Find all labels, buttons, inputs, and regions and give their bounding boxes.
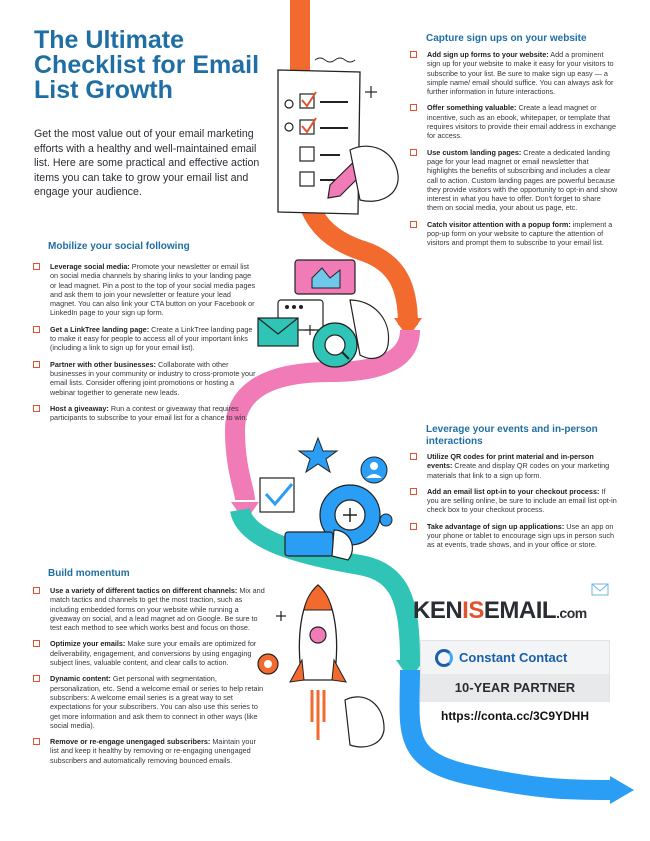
checklist-item: Add an email list opt-in to your checkout process: If you are selling online, be sure to include an email list opt-in check box to your checkout process. [410,487,618,515]
checkbox-icon[interactable] [410,104,417,111]
page-title: The Ultimate Checklist for Email List Growth [34,26,260,104]
section-heading-social: Mobilize your social following [48,241,190,252]
checkbox-icon[interactable] [410,149,417,156]
section-heading-momentum: Build momentum [48,568,130,579]
envelope-icon [592,584,608,595]
checkbox-icon[interactable] [33,587,40,594]
checklist-item: Catch visitor attention with a popup form: implement a pop-up form on your website to capture the attention of visitors and prompt them to subscribe to your email list. [410,220,618,248]
kenisemail-logo: KENISEMAIL.com [413,597,587,624]
checkbox-icon[interactable] [410,51,417,58]
social-illustration [258,260,389,367]
partner-link[interactable]: https://conta.cc/3C9YDHH [440,709,590,723]
checkbox-icon[interactable] [410,221,417,228]
section-heading-capture: Capture sign ups on your website [426,33,587,44]
checkbox-icon[interactable] [33,361,40,368]
checklist-item: Host a giveaway: Run a contest or giveaway that requires participants to subscribe to your email list for a chance to win. [33,404,259,423]
partner-label: 10-YEAR PARTNER [421,674,609,702]
intro-paragraph: Get the most value out of your email marketing efforts with a healthy and well-maintained email list. Here are some practical and effective action items you can take to grow your email list and engage your audience. [34,128,260,199]
checklist-item: Optimize your emails: Make sure your emails are optimized for deliverability, engagement, and conversions by using engaging subject lines, valuable content, and clear calls to action. [33,639,265,667]
social-list [33,262,259,429]
capture-list [410,50,618,255]
checklist-item: Utilize QR codes for print material and in-person events: Create and display QR codes on your marketing materials that link to a sign up form. [410,452,618,480]
momentum-list [33,586,265,772]
checkbox-icon[interactable] [33,263,40,270]
checklist-item: Partner with other businesses: Collaborate with other businesses in your community or industry to cross-promote your email lists. Consider offering joint promotions or hosting a webinar together to generate new leads. [33,360,259,397]
events-list [410,452,618,557]
constant-contact-name: Constant Contact [459,650,568,665]
checkbox-icon[interactable] [410,523,417,530]
checklist-item: Add sign up forms to your website: Add a prominent sign up for your website to make it easy for your visitors to subscribe to your list. Be sure to make sign up easy — a simple name/ email should suffice. You can always ask for further information in future interactions. [410,50,618,96]
rocket-illustration [258,585,384,747]
arrow-head-blue [610,776,634,804]
checklist-item: Use a variety of different tactics on different channels: Mix and match tactics and channels to get the most traction, such as including embedded forms on your website while running a giveaway on social, and a lead magnet ad on Google. Be sure to test each method to see which works best and focus on those. [33,586,265,632]
checklist-item: Leverage social media: Promote your newsletter or email list on social media channels by sharing links to your landing page or lead magnet. Pin a post to the top of your social media pages and ask them to join your newsletter or feature your lead magnet. You can also link your CTA button on your Facebook or LinkedIn page to your sign up form. [33,262,259,318]
checklist-item: Dynamic content: Get personal with segmentation, personalization, etc. Send a welcome email or series to help retain subscribers: A welcome email series is a great way to set expectations for your subscribers. You can also use this series to get more information and ask them to connect in other ways (like social media). [33,674,265,730]
checklist-item: Offer something valuable: Create a lead magnet or incentive, such as an ebook, whitepaper, or template that requires visitors to provide their email address in exchange for access. [410,103,618,140]
checklist-illustration [278,58,398,214]
checkbox-icon[interactable] [33,738,40,745]
checklist-item: Get a LinkTree landing page: Create a LinkTree landing page to make it easy for people to access all of your important links (including a link to sign up for your email list). [33,325,259,353]
checkbox-icon[interactable] [410,453,417,460]
section-heading-events: Leverage your events and in-person interactions [426,424,598,447]
checkbox-icon[interactable] [33,326,40,333]
constant-contact-badge [420,640,610,702]
constant-contact-icon [435,649,453,667]
checkbox-icon[interactable] [33,405,40,412]
checkbox-icon[interactable] [33,640,40,647]
checkbox-icon[interactable] [410,488,417,495]
checklist-item: Remove or re-engage unengaged subscribers: Maintain your list and keep it healthy by removing or re-engaging unengaged subscribers and automatically removing bounced emails. [33,737,265,765]
checklist-item: Use custom landing pages: Create a dedicated landing page for your lead magnet or email newsletter that highlights the benefits of subscribing and includes a clear call to action. Custom landing pages are powerful because they provide visitors with the opportunity to opt-in and show interest in what you have to offer. Don't forget to share them on social media, your about us page, etc. [410,148,618,213]
checklist-item: Take advantage of sign up applications: Use an app on your phone or tablet to encourage sign ups in person such as at events, trade shows, and in your office or store. [410,522,618,550]
checkbox-icon[interactable] [33,675,40,682]
